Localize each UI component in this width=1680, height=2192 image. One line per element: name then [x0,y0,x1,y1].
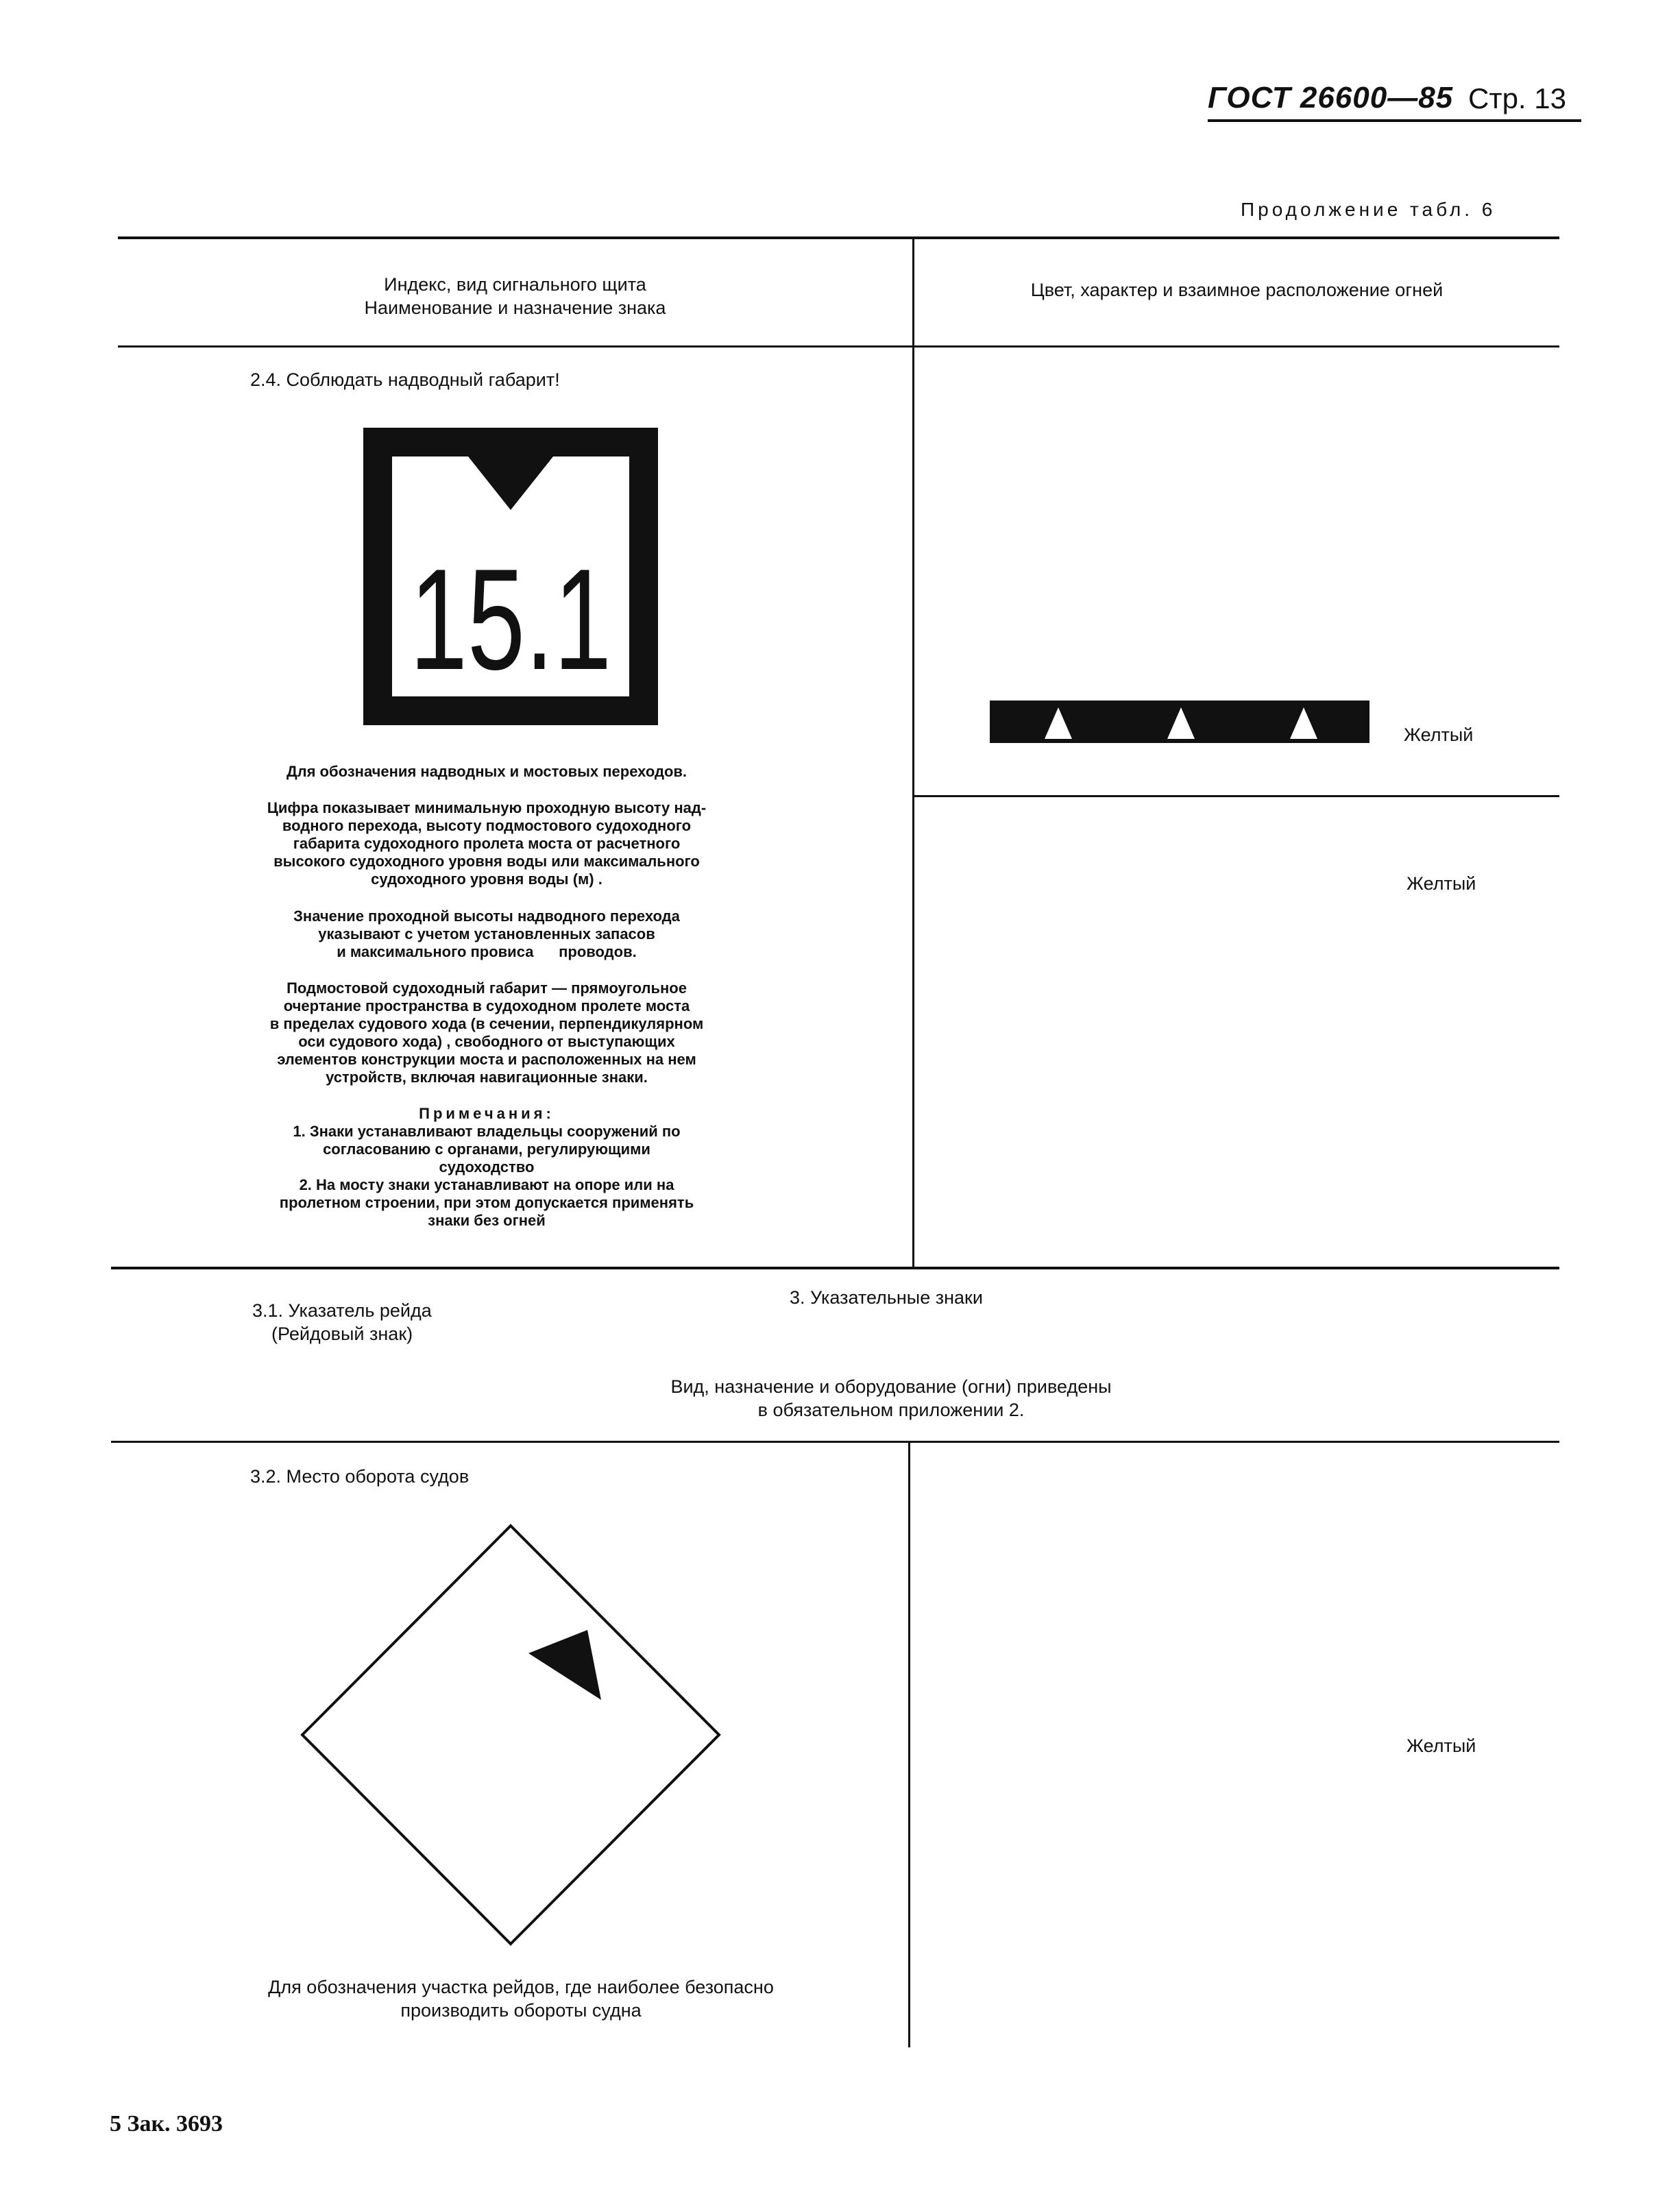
row-3-2-top-border [111,1441,1559,1443]
row-2-4-purpose: Для обозначения надводных и мостовых переходов. [286,763,687,780]
section-3-title: 3. Указательные знаки [790,1287,983,1308]
header-col2: Цвет, характер и взаимное расположение огней [1030,280,1444,300]
light-cell-divider [912,795,1559,797]
row-2-4-paragraph-3 [226,979,747,1086]
column-divider-2 [908,1441,910,2047]
note-line: 2. На мосту знаки устанавливают на опоре или на [299,1176,674,1193]
header-col1-line2: Наименование и назначение знака [364,297,666,318]
note-line: знаки без огней [428,1212,546,1229]
light-bar [990,701,1369,743]
note-line: согласованию с органами, регулирующими [323,1141,650,1158]
row-2-4-paragraph-2 [226,908,747,961]
clearance-value: 15.1 [409,538,612,700]
note-line: пролетном строении, при этом допускается применять [279,1194,694,1211]
text-line: указывают с учетом установленных запасов [318,925,655,942]
table-header-border [118,345,1559,348]
text-line: элементов конструкции моста и расположенных на нем [277,1051,696,1068]
section-3-top-border [111,1267,1559,1269]
text-line: очертание пространства в судоходном пролете моста [283,997,690,1014]
row-2-4-title: 2.4. Соблюдать надводный габарит! [250,369,560,390]
table-top-border [118,236,1559,239]
text-line: Значение проходной высоты надводного перехода [293,908,680,925]
notes-title: Примечания: [419,1105,555,1122]
text-line: в пределах судового хода (в сечении, перпендикулярном [269,1015,704,1032]
continuation-label: Продолжение табл. 6 [1241,199,1496,220]
row-3-2-light-color: Желтый [1407,1736,1476,1756]
text-line: водного перехода, высоту подмостового судоходного [282,817,692,834]
note-line: 1. Знаки устанавливают владельцы сооружений по [293,1123,681,1140]
reference-line2: в обязательном приложении 2. [757,1400,1025,1420]
text-line: оси судового хода) , свободного от выступающих [298,1033,675,1050]
text-line: высокого судоходного уровня воды или максимального [273,853,700,870]
text-line: Цифра показывает минимальную проходную высоту над- [267,799,707,816]
item-3-1-line2: (Рейдовый знак) [271,1324,413,1344]
text-line: и максимального провиса проводов. [337,943,637,960]
row-2-4-paragraph-1 [226,799,747,888]
turning-place-sign-icon [300,1523,722,1947]
row-3-2-title: 3.2. Место оборота судов [250,1466,470,1487]
item-3-1-line1: 3.1. Указатель рейда [252,1300,432,1321]
light-color-lower: Желтый [1407,873,1476,894]
text-line: судоходного уровня воды (м) . [371,870,602,888]
gost-number: ГОСТ 26600—85 [1208,81,1454,114]
text-line: габарита судоходного пролета моста от расчетного [293,835,681,852]
light-color-upper: Желтый [1404,724,1474,745]
text-line: устройств, включая навигационные знаки. [326,1069,648,1086]
overhead-clearance-sign-icon [363,428,658,725]
column-divider-1 [912,236,914,1268]
reference-line1: Вид, назначение и оборудование (огни) приведены [670,1376,1112,1397]
section-3-reference [480,1375,1302,1422]
triangle-light-icon [1167,707,1195,739]
gost-header [1208,81,1581,122]
note-line: судоходство [439,1158,535,1176]
row-2-4-notes [226,1105,747,1230]
row-3-2-description [192,1975,850,2022]
order-number: 5 Зак. 3693 [110,2111,223,2136]
triangle-light-icon [1290,707,1317,739]
item-3-1 [252,1299,432,1345]
header-col1-line1: Индекс, вид сигнального щита [384,274,646,295]
page-number: Стр. 13 [1468,82,1566,114]
text-line: Подмостовой судоходный габарит — прямоугольное [287,979,687,997]
description-line1: Для обозначения участка рейдов, где наиболее безопасно [268,1977,774,1997]
header-col1 [118,273,912,319]
triangle-light-icon [1045,707,1072,739]
description-line2: производить обороты судна [400,2000,642,2021]
header-underline [1208,119,1581,122]
